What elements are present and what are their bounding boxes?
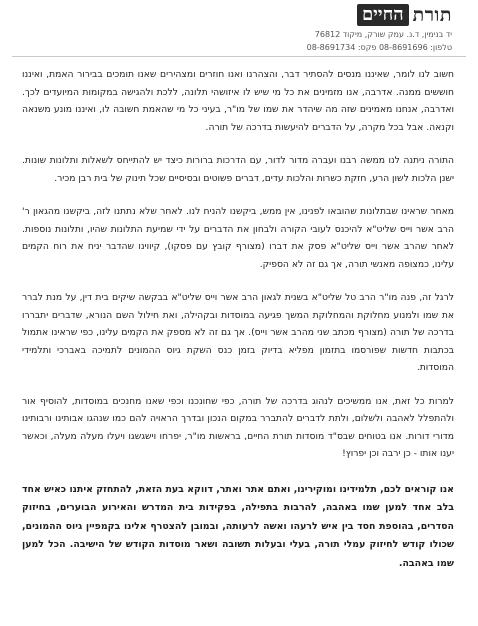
letter-body [22,66,454,573]
body-paragraph-5: למרות כל זאת, אנו ממשיכים לנהוג בדרכה של תורה, כפי שחונכנו וכפי שאנו מחנכים במוסדות, להוסיף אור ולהתפלל לאהבה ולשלום, ולתת לדברים להתברר במקום הנכון ובדרך הראויה להם כמו שנהגו אבותינו ורבותינו מדורי דורות. אנו בטוחים שבס"ד מוסדות תורת החיים, בראשות מו"ר, יפרחו וישגשגו ויעלו מעלה מעלה, וכאשר יענו אותו - כן ירבה וכן יפרוץ! [22,395,454,459]
body-paragraph-2: התורה ניתנה לנו ממשה רבנו ועברה מדור לדור, עם הדרכות ברורות כיצד יש להתייחס לשאלות ותלונות שונות. ישנן הלכות לשון הרע, חזקת כשרות והלכות עדים, דברים פשוטים ובסיסיים שכל תינוק של בית רבן מכיר. [22,155,454,184]
body-paragraph-3: מאחר שראינו שבתלונות שהובאו לפנינו, אין ממש, ביקשנו להניח לנו. לאחר שלא נתתנו לזה, ביקשנו מהגאון ר' הרב אשר וייס שליט"א להיכנס לעובי הקורה ולבחון את הדברים על ידי שמיעת התלונות שהיו, ותלונות נוספות. לאחר שהרב אשר וייס שליט"א פסק את דברו (מצורף קובץ עם פסקו), קיווינו שהדבר יניח את רוח הקמים עלינו, כמצופה מאנשי תורה, אך גם זה לא הספיק. [22,206,454,270]
logo-word-torat: תורת [412,3,452,26]
letterhead-divider [12,56,466,57]
organization-logo [353,4,452,26]
letterhead-phone: טלפון: 08-8691696 פקס: 08-8691734 [306,43,452,52]
letterhead-address: יד בנימין, ד.נ. עמק שורק, מיקוד 76812 [314,30,452,39]
logo-word-hachaim: החיים [357,4,409,26]
body-paragraph-4: לרגל זה, פנה מו"ר הרב טל שליט"א בשנית לגאון הרב אשר וייס שליט"א בבקשה שיקים בית דין, על מנת לברר את שמו ולמנוע מחלוקת והמחלוקת המשך פגיעה במוסדות ובקהילה, ואת חילול השם הנורא, שדברים יתבררו בדרכה של תורה (מצורף מכתב שני מהרב אשר וייס). אך גם זה לא מספק את הקמים עלינו, כפי שראינו אתמול בכתבות חדשות שפורסמו בתזמון מפליא בדיוק בזמן כנס השקת גיוס ההמונים לתמיכה באברכי ותלמידי המוסדות. [22,292,454,373]
body-paragraph-1: חשוב לנו לומר, שאיננו מנסים להסתיר דבר, והצהרנו ואנו חוזרים ומצהירים שאנו תומכים בבירור האמת, ואיננו חוששים ממנה. אדרבה, אנו מזמינים את כל מי שיש לו איזושהי תלונה, ללכת ולהגישה במקומות המיועדים לכך. ואדרבה, אנחנו מאמינים שזה מה שיהדר את שמו של מו"ר, בעיני כל מי שהאמת חשובה לו, ואיננו מונע משנאה וקנאה. אבל בכל מקרה, על הדברים להיעשות בדרכה של תורה. [22,69,454,133]
closing-paragraph: אנו קוראים לכם, תלמידינו ומוקירינו, ואתם אתר ואתר, דווקא בעת הזאת, להתחזק איתנו כאיש אחד בלב אחד למען שמו באהבה, להרבות בתפילה, בפקידות בית המדרש והאירוע הבוערים, בחיזוק הסדרים, בהוספת חסד בין איש לרעהו ואשה לרעותה, ובמובן להצטרף אלינו בקמפיין גיוס ההמונים, שכולו קודש לחיזוק עמלי תורה, בעלי ובעלות תשובה ושאר מוסדות הקודש של הישיבה. הכל למען שמו באהבה. [22,483,454,569]
